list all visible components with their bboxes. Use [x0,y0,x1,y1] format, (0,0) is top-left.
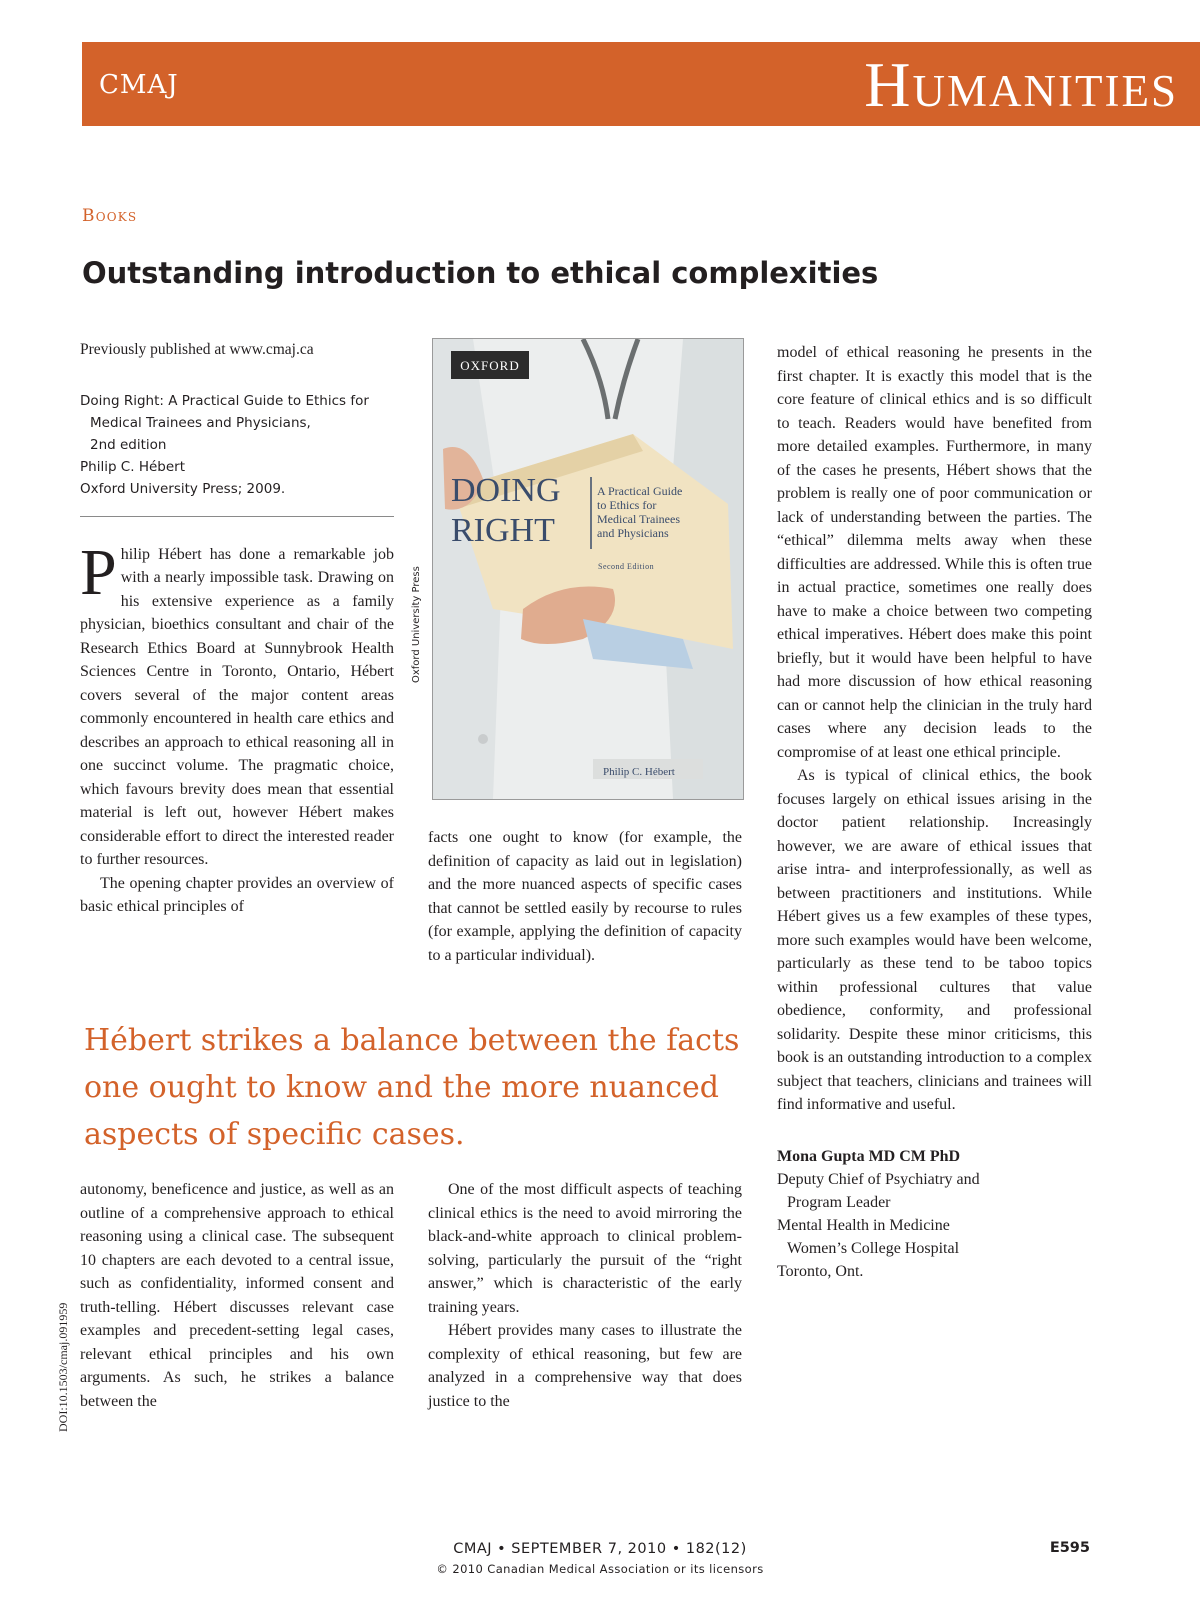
cover-title-line2: RIGHT [451,512,555,549]
cover-subtitle-line2: to Ethics for [597,498,657,512]
page-number: E595 [1049,1540,1090,1556]
doi-label: DOI:10.1503/cmaj.091959 [56,1302,70,1432]
reviewer-title-line1: Deputy Chief of Psychiatry and [777,1170,980,1188]
cover-author: Philip C. Hébert [603,766,675,778]
body-paragraph-5: model of ethical reasoning he presents in the first chapter. It is exactly this model that is the core feature of clinical ethics and is so difficult to teach. Readers would have benefited from more detailed examples. Furthermore, in many of the cases he presents, Hébert shows that the problem is really one of poor communication or lack of understanding between the parties. The “ethical” dilemma melts away when these difficulties are addressed. While this is often true in actual practice, sometimes one really does have to make a choice between two competing ethical imperatives. Hébert does make this point briefly, but it would have been helpful to have had more discussion of how ethical reasoning can or cannot help the clinician in the truly hard cases where any decision leads to the compromise of at least one ethical principle. [777,344,1092,761]
reviewer-title-line2: Program Leader [787,1193,891,1211]
reviewer-institution: Women’s College Hospital [787,1239,960,1257]
body-paragraph-4: Hébert provides many cases to illustrate the complexity of ethical reasoning, but few are analyzed in a comprehensive way that does justice to the [428,1322,742,1410]
body-paragraph-6: As is typical of clinical ethics, the book focuses largely on ethical issues arising in the doctor patient relationship. Increasingly however, we are aware of ethical issues that arise intra- and interprofessionally, as well as between practitioners and institutions. While Hébert gives us a few examples of these types, more such examples would have been welcome, particularly as these tend to be taboo topics within professional cultures that value obedience, conformity, and professional solidarity. Despite these minor criticisms, this book is an outstanding introduction to a complex subject that teachers, clinicians and trainees will find informative and useful. [777,767,1092,1113]
cover-title-line1: DOING [451,472,561,509]
book-cover-image [432,338,744,800]
cover-publisher-text: OXFORD [460,358,520,373]
book-publisher: Oxford University Press; 2009. [80,480,286,497]
column-2-bottom [428,1178,742,1413]
book-edition: 2nd edition [90,436,167,453]
column-2-top [428,826,742,967]
reviewer-title-line3: Mental Health in Medicine [777,1216,950,1234]
drop-cap: P [80,535,117,609]
cover-edition: Second Edition [598,562,655,571]
image-credit: Oxford University Press [411,566,422,683]
humanities-banner [82,42,1200,126]
column-1-bottom [80,1178,394,1413]
body-paragraph-3: One of the most difficult aspects of teaching clinical ethics is the need to avoid mirroring the black-and-white approach to clinical problem-solving, particularly the pursuit of the “right answer,” which is characteristic of the early training years. [428,1181,742,1316]
book-author: Philip C. Hébert [80,458,185,475]
cover-subtitle-line3: Medical Trainees [597,512,680,526]
reviewer-block [777,1145,1092,1283]
section-title: Humanities [864,49,1178,120]
column-1-top [80,338,394,919]
cover-subtitle-line1: A Practical Guide [597,484,683,498]
pull-quote: Hébert strikes a balance between the facts one ought to know and the more nuanced aspects of specific cases. [84,1023,740,1152]
body-paragraph-1 [80,535,394,872]
reviewer-name: Mona Gupta MD CM PhD [777,1147,961,1165]
cover-subtitle-line4: and Physicians [597,526,669,540]
book-title-line2: Medical Trainees and Physicians, [90,414,311,431]
body-paragraph-1-text: hilip Hébert has done a remarkable job with a nearly impossible task. Drawing on his extensive experience as a family physician, bioethics consultant and chair of the Research Ethics Board at Sunnybrook Health Sciences Centre in Toronto, Ontario, Hébert covers several of the major content areas commonly encountered in health care ethics and describes an approach to ethical reasoning all in one succinct volume. The pragmatic choice, which favours brevity does mean that essential material is left out, however Hébert makes considerable effort to direct the interested reader to further resources. [80,545,394,868]
book-title-line1: Doing Right: A Practical Guide to Ethics for [80,392,369,409]
reviewer-city: Toronto, Ont. [777,1262,864,1280]
footer-citation: CMAJ • SEPTEMBER 7, 2010 • 182(12) [453,1541,747,1557]
section-label: Books [82,206,138,226]
footer-copyright: © 2010 Canadian Medical Association or its licensors [436,1562,764,1576]
body-paragraph-2-cont: autonomy, beneficence and justice, as well as an outline of a comprehensive approach to ethical reasoning using a clinical case. The subsequent 10 chapters are each devoted to a central issue, such as confidentiality, informed consent and truth-telling. Hébert discusses relevant case examples and precedent-setting legal cases, relevant ethical principles and his own arguments. As such, he strikes a balance between the [80,1181,394,1410]
article-headline: Outstanding introduction to ethical complexities [82,256,879,290]
body-paragraph-2: The opening chapter provides an overview of basic ethical principles of [80,874,394,915]
book-cover-illustration [433,339,743,799]
body-paragraph-2-continued: facts one ought to know (for example, the definition of capacity as laid out in legislation) and the more nuanced aspects of specific cases that cannot be settled easily by recourse to rules (for example, applying the definition of capacity to a particular individual). [428,829,742,964]
column-3 [777,341,1092,1283]
journal-name: CMAJ [99,70,179,100]
previously-published-note: Previously published at www.cmaj.ca [80,341,314,358]
book-details [80,390,394,517]
